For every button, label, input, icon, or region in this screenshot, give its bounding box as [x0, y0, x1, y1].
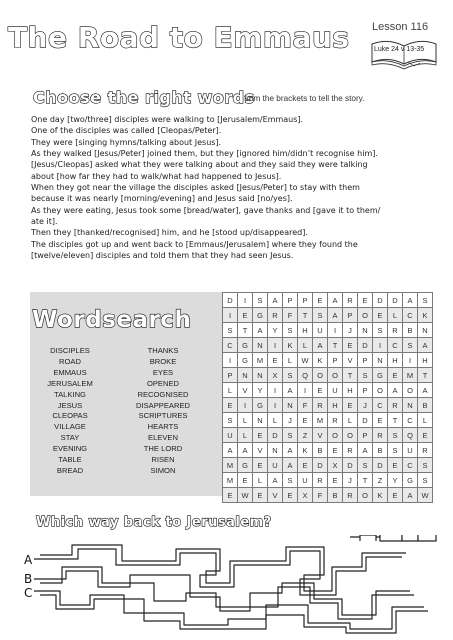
word-list-left [34, 346, 106, 477]
grid-cell[interactable]: E [343, 338, 358, 353]
grid-cell[interactable]: Y [253, 383, 268, 398]
grid-cell[interactable]: Z [298, 428, 313, 443]
word-item: RISEN [151, 455, 175, 465]
story-line: ate it]. [31, 217, 58, 227]
grid-cell[interactable]: G [238, 353, 253, 368]
grid-cell[interactable]: E [328, 443, 343, 458]
grid-cell[interactable]: I [373, 338, 388, 353]
grid-cell[interactable]: J [343, 473, 358, 488]
bible-reference: Luke 24 v 13-35 [374, 46, 425, 53]
grid-cell[interactable]: E [328, 473, 343, 488]
grid-cell[interactable]: R [343, 443, 358, 458]
grid-cell[interactable]: S [388, 428, 403, 443]
grid-cell[interactable]: N [403, 398, 418, 413]
grid-cell[interactable]: O [358, 308, 373, 323]
grid-cell[interactable]: A [283, 443, 298, 458]
grid-cell[interactable]: A [418, 338, 433, 353]
page-title: The Road to Emmaus [8, 21, 350, 54]
grid-cell[interactable]: E [358, 293, 373, 308]
story-line: because it was nearly [morning/evening] and Jesus said [no/yes]. [31, 194, 293, 204]
grid-cell[interactable]: I [268, 383, 283, 398]
grid-cell[interactable]: S [358, 458, 373, 473]
grid-cell[interactable]: R [343, 293, 358, 308]
grid-cell[interactable]: I [268, 398, 283, 413]
grid-cell[interactable]: Q [403, 428, 418, 443]
grid-cell[interactable]: S [283, 368, 298, 383]
grid-cell[interactable]: I [238, 398, 253, 413]
grid-row [223, 383, 433, 398]
grid-cell[interactable]: S [418, 293, 433, 308]
story-line: When they got near the village the disciples asked [Jesus/Peter] to stay with them [31, 183, 360, 193]
grid-row [223, 368, 433, 383]
grid-cell[interactable]: O [328, 428, 343, 443]
grid-cell[interactable]: L [343, 413, 358, 428]
grid-cell[interactable]: V [253, 443, 268, 458]
grid-cell[interactable]: S [403, 338, 418, 353]
grid-cell[interactable]: C [223, 338, 238, 353]
grid-cell[interactable]: I [238, 293, 253, 308]
grid-cell[interactable]: T [238, 323, 253, 338]
grid-cell[interactable]: A [328, 293, 343, 308]
grid-cell[interactable]: D [373, 293, 388, 308]
grid-row [223, 323, 433, 338]
grid-cell[interactable]: G [253, 398, 268, 413]
grid-row [223, 398, 433, 413]
grid-cell[interactable]: P [223, 368, 238, 383]
grid-row [223, 428, 433, 443]
grid-row [223, 473, 433, 488]
grid-cell[interactable]: H [343, 383, 358, 398]
grid-cell[interactable]: D [358, 338, 373, 353]
grid-cell[interactable]: L [268, 413, 283, 428]
grid-cell[interactable]: A [403, 488, 418, 503]
grid-cell[interactable]: I [298, 383, 313, 398]
grid-cell[interactable]: F [298, 398, 313, 413]
grid-cell[interactable]: E [238, 473, 253, 488]
word-item: JESUS [57, 400, 83, 410]
grid-cell[interactable]: W [418, 488, 433, 503]
grid-cell[interactable]: E [373, 413, 388, 428]
grid-cell[interactable]: R [388, 323, 403, 338]
grid-cell[interactable]: R [373, 428, 388, 443]
grid-cell[interactable]: R [313, 398, 328, 413]
word-item: SCRIPTURES [138, 411, 188, 421]
grid-cell[interactable]: K [373, 488, 388, 503]
word-item: ELEVEN [148, 433, 178, 443]
word-item: EMMAUS [53, 367, 87, 377]
word-list-right [122, 346, 204, 477]
grid-row [223, 353, 433, 368]
grid-cell[interactable]: A [283, 458, 298, 473]
grid-cell[interactable]: K [418, 308, 433, 323]
grid-cell[interactable]: O [373, 383, 388, 398]
grid-cell[interactable]: T [418, 368, 433, 383]
grid-cell[interactable]: Q [298, 368, 313, 383]
word-item: OPENED [146, 378, 180, 388]
grid-cell[interactable]: A [358, 443, 373, 458]
grid-cell[interactable]: X [298, 488, 313, 503]
grid-cell[interactable]: N [253, 368, 268, 383]
grid-cell[interactable]: I [328, 323, 343, 338]
grid-cell[interactable]: V [238, 383, 253, 398]
grid-cell[interactable]: E [268, 353, 283, 368]
grid-cell[interactable]: S [283, 428, 298, 443]
grid-cell[interactable]: A [268, 293, 283, 308]
grid-cell[interactable]: I [223, 353, 238, 368]
maze-start-c: C [24, 586, 33, 600]
grid-cell[interactable]: W [298, 353, 313, 368]
word-item: BREAD [56, 465, 84, 475]
grid-cell[interactable]: Z [373, 473, 388, 488]
grid-cell[interactable]: U [313, 323, 328, 338]
grid-row [223, 458, 433, 473]
grid-cell[interactable]: N [358, 323, 373, 338]
open-bible-icon [368, 38, 440, 72]
grid-row [223, 338, 433, 353]
grid-cell[interactable]: L [283, 353, 298, 368]
grid-cell[interactable]: P [283, 293, 298, 308]
grid-cell[interactable]: M [253, 353, 268, 368]
grid-cell[interactable]: H [418, 353, 433, 368]
lesson-number: Lesson 116 [372, 21, 429, 33]
grid-cell[interactable]: D [223, 293, 238, 308]
grid-cell[interactable]: K [313, 353, 328, 368]
grid-cell[interactable]: E [388, 368, 403, 383]
grid-cell[interactable]: V [313, 428, 328, 443]
grid-cell[interactable]: E [313, 383, 328, 398]
grid-cell[interactable]: G [238, 458, 253, 473]
grid-cell[interactable]: U [298, 473, 313, 488]
grid-cell[interactable]: P [298, 293, 313, 308]
grid-cell[interactable]: E [283, 488, 298, 503]
grid-cell[interactable]: E [223, 398, 238, 413]
wordsearch-title: Wordsearch [32, 307, 192, 333]
grid-cell[interactable]: O [343, 428, 358, 443]
grid-cell[interactable]: U [223, 428, 238, 443]
grid-cell[interactable]: A [253, 323, 268, 338]
grid-cell[interactable]: C [373, 398, 388, 413]
grid-cell[interactable]: O [328, 368, 343, 383]
grid-cell[interactable]: S [283, 323, 298, 338]
word-item: THE LORD [143, 444, 183, 454]
grid-cell[interactable]: P [328, 353, 343, 368]
word-item: EVENING [52, 444, 88, 454]
grid-cell[interactable]: B [373, 443, 388, 458]
grid-cell[interactable]: L [388, 308, 403, 323]
grid-cell[interactable]: S [418, 458, 433, 473]
grid-cell[interactable]: M [403, 368, 418, 383]
grid-cell[interactable]: U [403, 443, 418, 458]
grid-cell[interactable]: V [343, 353, 358, 368]
maze-start-b: B [24, 572, 33, 586]
grid-cell[interactable]: K [298, 443, 313, 458]
grid-cell[interactable]: E [343, 398, 358, 413]
grid-cell[interactable]: G [403, 473, 418, 488]
grid-cell[interactable]: J [358, 398, 373, 413]
story-line: One day [two/three] disciples were walking to [Jerusalem/Emmaus]. [31, 115, 304, 124]
grid-cell[interactable]: T [388, 413, 403, 428]
grid-cell[interactable]: M [313, 413, 328, 428]
grid-cell[interactable]: M [223, 458, 238, 473]
word-item: BROKE [149, 356, 177, 366]
maze-start-a: A [24, 553, 33, 567]
grid-cell[interactable]: N [373, 353, 388, 368]
word-item: HEARTS [147, 422, 179, 432]
grid-cell[interactable]: I [403, 353, 418, 368]
grid-cell[interactable]: S [223, 323, 238, 338]
activity-title: Choose the right words [33, 88, 255, 107]
grid-cell[interactable]: P [358, 383, 373, 398]
grid-cell[interactable]: A [268, 473, 283, 488]
grid-cell[interactable]: S [418, 473, 433, 488]
word-item: CLEOPAS [52, 411, 88, 421]
story-line: [Jesus/Cleopas] asked what they were talking about and they said they were talking [31, 160, 368, 170]
grid-cell[interactable]: A [223, 443, 238, 458]
grid-cell[interactable]: T [343, 368, 358, 383]
grid-cell[interactable]: E [223, 488, 238, 503]
grid-cell[interactable]: H [298, 323, 313, 338]
grid-cell[interactable]: A [418, 383, 433, 398]
grid-cell[interactable]: K [283, 338, 298, 353]
grid-cell[interactable]: E [298, 458, 313, 473]
grid-cell[interactable]: E [253, 458, 268, 473]
story-line: As they walked [Jesus/Peter] joined them, but they [ignored him/didn’t recognise him]. [31, 149, 378, 159]
grid-row [223, 293, 433, 308]
grid-cell[interactable]: R [388, 398, 403, 413]
grid-cell[interactable]: D [358, 413, 373, 428]
grid-cell[interactable]: E [388, 458, 403, 473]
grid-row [223, 308, 433, 323]
grid-cell[interactable]: L [298, 338, 313, 353]
grid-cell[interactable]: X [268, 368, 283, 383]
activity-subtitle: from the brackets to tell the story. [244, 94, 365, 103]
grid-cell[interactable]: E [298, 413, 313, 428]
grid-cell[interactable]: C [403, 308, 418, 323]
grid-cell[interactable]: H [388, 353, 403, 368]
grid-cell[interactable]: H [328, 398, 343, 413]
grid-cell[interactable]: C [403, 458, 418, 473]
grid-cell[interactable]: R [268, 308, 283, 323]
grid-cell[interactable]: S [358, 368, 373, 383]
wordsearch-grid [222, 292, 433, 503]
grid-cell[interactable]: L [238, 428, 253, 443]
word-item: JERUSALEM [47, 378, 93, 388]
grid-cell[interactable]: S [283, 473, 298, 488]
grid-cell[interactable]: E [313, 293, 328, 308]
grid-cell[interactable]: N [268, 443, 283, 458]
grid-cell[interactable]: S [388, 443, 403, 458]
grid-cell[interactable]: B [418, 398, 433, 413]
grid-cell[interactable]: R [418, 443, 433, 458]
grid-cell[interactable]: A [283, 383, 298, 398]
grid-cell[interactable]: B [328, 488, 343, 503]
grid-cell[interactable]: L [223, 383, 238, 398]
grid-cell[interactable]: N [253, 338, 268, 353]
grid-cell[interactable]: O [358, 488, 373, 503]
word-item: TALKING [54, 389, 86, 399]
grid-cell[interactable]: E [388, 488, 403, 503]
maze-illustration [20, 535, 440, 635]
grid-cell[interactable]: E [253, 488, 268, 503]
story-line: They were [singing hymns/talking about Jesus]. [31, 137, 222, 147]
grid-cell[interactable]: N [253, 413, 268, 428]
grid-cell[interactable]: A [313, 338, 328, 353]
grid-cell[interactable]: S [253, 293, 268, 308]
grid-cell[interactable]: N [283, 398, 298, 413]
grid-cell[interactable]: L [238, 413, 253, 428]
grid-cell[interactable]: M [223, 473, 238, 488]
grid-cell[interactable]: F [283, 308, 298, 323]
story-line: Then they [thanked/recognised] him, and he [stood up/disappeared]. [31, 228, 308, 238]
grid-cell[interactable]: W [238, 488, 253, 503]
word-item: VILLAGE [54, 422, 86, 432]
grid-cell[interactable]: G [373, 368, 388, 383]
grid-cell[interactable]: E [418, 428, 433, 443]
word-item: STAY [60, 433, 80, 443]
grid-cell[interactable]: D [373, 458, 388, 473]
grid-cell[interactable]: L [418, 413, 433, 428]
story-line: As they were eating, Jesus took some [bread/water], gave thanks and [gave it to them/ [31, 205, 381, 215]
story-line: [twelve/eleven] disciples and told them that they had seen Jesus. [31, 251, 294, 261]
grid-cell[interactable]: G [238, 338, 253, 353]
grid-cell[interactable]: G [253, 308, 268, 323]
maze-title: Which way back to Jerusalem? [36, 515, 272, 530]
story-line: The disciples got up and went back to [Emmaus/Jerusalem] where they found the [31, 239, 358, 249]
grid-cell[interactable]: D [343, 458, 358, 473]
word-item: RECOGNISED [137, 389, 189, 399]
grid-cell[interactable]: E [238, 308, 253, 323]
grid-cell[interactable]: O [313, 368, 328, 383]
story-line: One of the disciples was called [Cleopas/Peter]. [31, 126, 222, 136]
grid-cell[interactable]: Y [388, 473, 403, 488]
word-item: THANKS [147, 346, 179, 355]
grid-cell[interactable]: I [223, 308, 238, 323]
grid-cell[interactable]: D [268, 428, 283, 443]
story-text [31, 114, 431, 261]
grid-cell[interactable]: S [223, 413, 238, 428]
grid-cell[interactable]: N [418, 323, 433, 338]
grid-cell[interactable]: A [388, 383, 403, 398]
grid-cell[interactable]: F [313, 488, 328, 503]
grid-cell[interactable]: V [268, 488, 283, 503]
grid-cell[interactable]: J [283, 413, 298, 428]
word-item: ROAD [59, 356, 81, 366]
grid-row [223, 413, 433, 428]
grid-cell[interactable]: S [373, 323, 388, 338]
grid-cell[interactable]: U [268, 458, 283, 473]
word-item: TABLE [58, 455, 82, 465]
grid-cell[interactable]: Y [268, 323, 283, 338]
grid-cell[interactable]: T [328, 338, 343, 353]
grid-cell[interactable]: A [238, 443, 253, 458]
grid-cell[interactable]: J [343, 323, 358, 338]
grid-cell[interactable]: T [298, 308, 313, 323]
grid-cell[interactable]: P [358, 428, 373, 443]
grid-cell[interactable]: U [328, 383, 343, 398]
grid-cell[interactable]: A [328, 308, 343, 323]
grid-row [223, 443, 433, 458]
grid-cell[interactable]: B [403, 323, 418, 338]
grid-cell[interactable]: P [358, 353, 373, 368]
word-item: DISCIPLES [50, 346, 90, 355]
jerusalem-houses-icon [350, 535, 436, 541]
word-item: DISAPPEARED [135, 400, 191, 410]
grid-cell[interactable]: I [268, 338, 283, 353]
grid-cell[interactable]: R [328, 413, 343, 428]
grid-cell[interactable]: A [403, 293, 418, 308]
grid-cell[interactable]: C [388, 338, 403, 353]
grid-cell[interactable]: E [373, 308, 388, 323]
word-item: SIMON [150, 465, 176, 475]
grid-cell[interactable]: B [313, 443, 328, 458]
grid-cell[interactable]: D [388, 293, 403, 308]
grid-cell[interactable]: D [313, 458, 328, 473]
grid-cell[interactable]: R [313, 473, 328, 488]
grid-cell[interactable]: R [343, 488, 358, 503]
grid-cell[interactable]: X [328, 458, 343, 473]
grid-cell[interactable]: E [253, 428, 268, 443]
grid-cell[interactable]: N [238, 368, 253, 383]
grid-cell[interactable]: T [358, 473, 373, 488]
grid-cell[interactable]: L [253, 473, 268, 488]
grid-cell[interactable]: O [403, 383, 418, 398]
grid-cell[interactable]: S [313, 308, 328, 323]
word-item: EYES [152, 367, 174, 377]
story-line: about [how far they had to walk/what had happened to Jesus]. [31, 171, 282, 181]
grid-row [223, 488, 433, 503]
grid-cell[interactable]: P [343, 308, 358, 323]
grid-cell[interactable]: C [403, 413, 418, 428]
